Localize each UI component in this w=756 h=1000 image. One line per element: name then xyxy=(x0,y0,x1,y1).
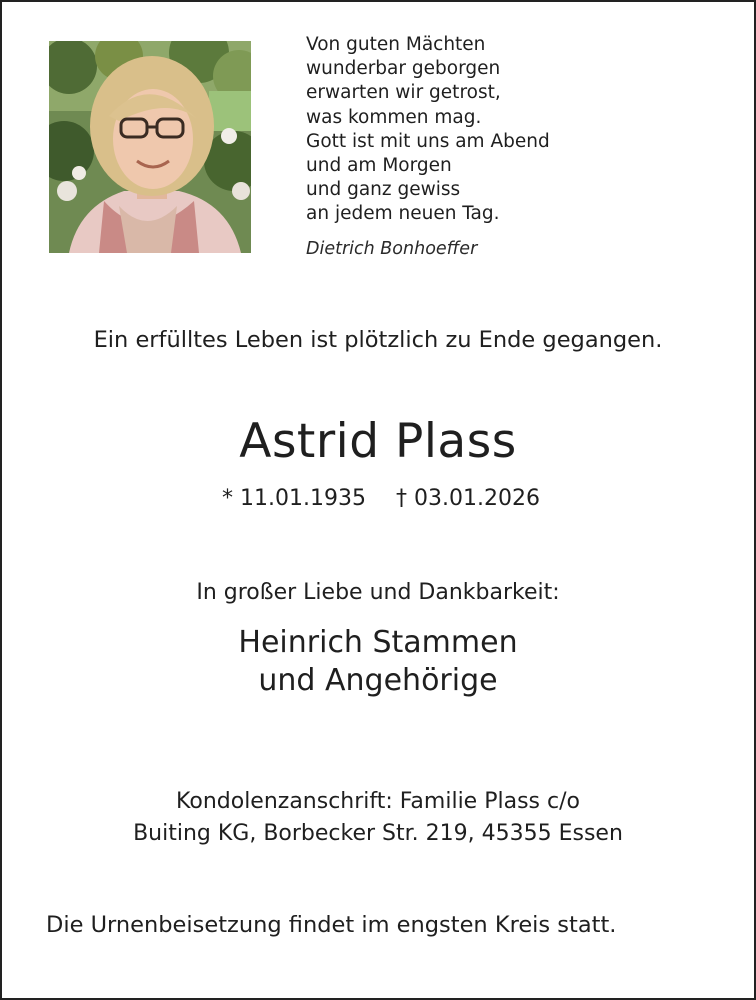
death-date: † 03.01.2026 xyxy=(396,486,540,511)
poem-line: erwarten wir getrost, xyxy=(306,82,501,104)
birth-date: * 11.01.1935 xyxy=(222,486,366,511)
poem-line: wunderbar geborgen xyxy=(306,58,501,80)
mourners-block xyxy=(2,624,754,700)
portrait-illustration xyxy=(49,41,251,253)
mourner-relatives: und Angehörige xyxy=(258,663,498,698)
poem-line: Gott ist mit uns am Abend xyxy=(306,130,550,152)
poem-line: was kommen mag. xyxy=(306,106,482,128)
portrait-photo xyxy=(49,41,251,253)
intro-text: Ein erfülltes Leben ist plötzlich zu Ende gegangen. xyxy=(93,327,663,353)
deceased-name: Astrid Plass xyxy=(239,414,517,469)
poem-line: an jedem neuen Tag. xyxy=(306,203,500,225)
poem-line: und ganz gewiss xyxy=(306,179,461,201)
thanks-text: In großer Liebe und Dankbarkeit: xyxy=(196,580,560,605)
burial-note: Die Urnenbeisetzung findet im engsten Kreis statt. xyxy=(46,912,617,938)
poem-line: Von guten Mächten xyxy=(306,34,486,55)
mourner-name: Heinrich Stammen xyxy=(238,625,518,660)
condolence-address xyxy=(2,786,754,850)
address-line: Buiting KG, Borbecker Str. 219, 45355 Essen xyxy=(133,821,623,846)
poem-block xyxy=(306,33,550,227)
poem-author: Dietrich Bonhoeffer xyxy=(306,239,478,259)
address-line: Kondolenzanschrift: Familie Plass c/o xyxy=(176,789,580,814)
poem-line: und am Morgen xyxy=(306,155,452,177)
